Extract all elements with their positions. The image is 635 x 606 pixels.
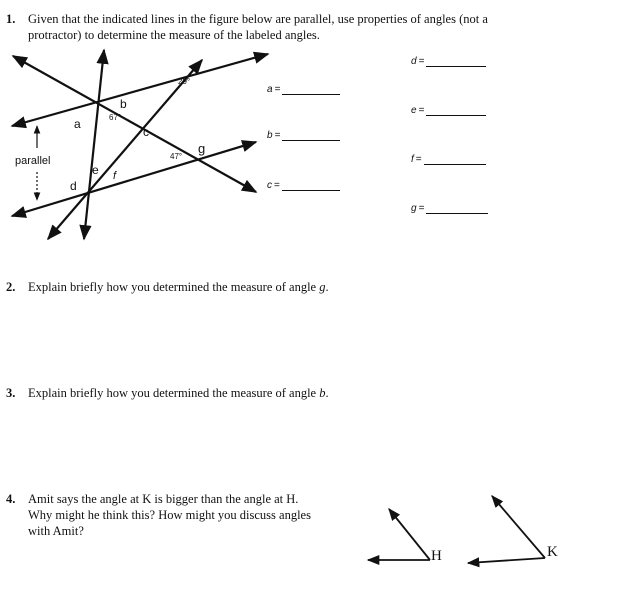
question-4-line-3: with Amit? — [28, 524, 84, 538]
angle-g-label: g — [198, 141, 206, 156]
question-3-number: 3. — [6, 386, 16, 400]
question-4-line-2: Why might he think this? How might you discuss angles — [28, 508, 311, 522]
question-4-line-1: Amit says the angle at K is bigger than the angle at H. — [28, 492, 299, 506]
parallel-line-upper — [12, 54, 268, 126]
answer-e-blank[interactable] — [426, 107, 486, 116]
parallel-line-lower — [12, 142, 256, 216]
angle-c-label: c — [143, 125, 149, 139]
answer-b: b = — [267, 130, 340, 141]
question-3-angle: b — [319, 386, 326, 400]
answer-g: g = — [411, 203, 488, 214]
angle-h-ray-2 — [389, 509, 430, 560]
parallel-label: parallel — [15, 155, 51, 167]
question-1-line-2: protractor) to determine the measure of the labeled angles. — [28, 28, 320, 42]
angle-e-label: e — [92, 163, 99, 177]
vertex-h-label: H — [431, 548, 442, 564]
question-2-text: Explain briefly how you determined the measure of angle — [28, 280, 320, 294]
answer-g-blank[interactable] — [426, 205, 488, 214]
answer-a-blank[interactable] — [282, 86, 340, 95]
answer-a: a = — [267, 84, 340, 95]
answer-f: f = — [411, 154, 486, 165]
answer-b-blank[interactable] — [282, 132, 340, 141]
angle-d-label: d — [70, 179, 77, 193]
angle-67-label: 67° — [109, 113, 122, 122]
angle-47-label: 47° — [170, 152, 183, 161]
question-4-number: 4. — [6, 492, 16, 506]
question-3-text: Explain briefly how you determined the measure of angle — [28, 386, 320, 400]
angle-a-label: a — [74, 117, 81, 131]
answer-d-blank[interactable] — [426, 58, 486, 67]
answer-e: e = — [411, 105, 486, 116]
question-1-line-1: Given that the indicated lines in the figure below are parallel, use properties of angles (not a — [28, 12, 488, 26]
angle-k-ray-2 — [492, 496, 545, 558]
angle-k-ray-1 — [468, 558, 545, 563]
answer-c: c = — [267, 180, 340, 191]
angle-29-label: 29° — [178, 77, 191, 86]
angle-f-label: f — [113, 170, 117, 182]
answer-d: d = — [411, 56, 486, 67]
question-1-number: 1. — [6, 12, 16, 26]
angle-b-label: b — [120, 97, 127, 111]
question-2-number: 2. — [6, 280, 16, 294]
vertical-line — [84, 50, 104, 239]
answer-f-blank[interactable] — [424, 156, 486, 165]
question-2-angle: g — [319, 280, 326, 294]
vertex-k-label: K — [547, 544, 558, 560]
answer-c-blank[interactable] — [282, 182, 340, 191]
transversal-line-1 — [13, 56, 256, 192]
